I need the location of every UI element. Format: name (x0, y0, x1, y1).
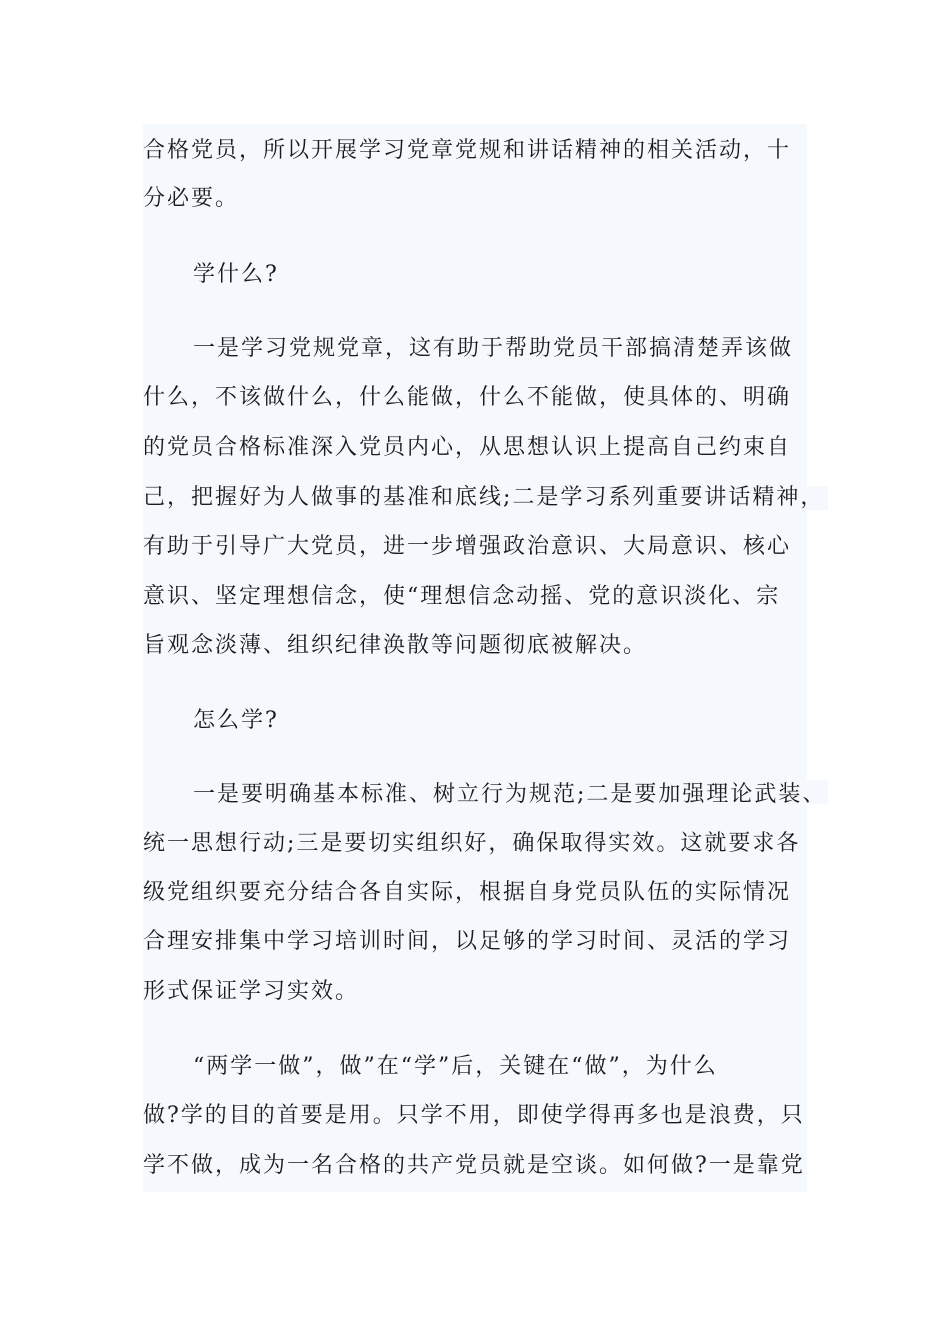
text-line: 分必要。 (143, 186, 240, 211)
text-line: 做?学的目的首要是用。只学不用，即使学得再多也是浪费，只 (143, 1103, 805, 1128)
document-body (143, 124, 827, 1192)
text-line: 有助于引导广大党员，进一步增强政治意识、大局意识、核心 (143, 534, 792, 559)
text-line: 统一思想行动;三是要切实组织好，确保取得实效。这就要求各 (143, 831, 801, 856)
text-line: 意识、坚定理想信念，使“理想信念动摇、党的意识淡化、宗 (143, 584, 781, 609)
text-line: 一是学习党规党章，这有助于帮助党员干部搞清楚弄该做 (193, 336, 794, 361)
text-line: 级党组织要充分结合各自实际，根据自身党员队伍的实际情况 (143, 880, 792, 905)
section-heading: 怎么学? (193, 708, 279, 733)
text-line: 旨观念淡薄、组织纪律涣散等问题彻底被解决。 (143, 633, 648, 658)
section-heading: 学什么? (193, 262, 279, 287)
text-line: 形式保证学习实效。 (143, 979, 360, 1004)
text-line: 的党员合格标准深入党员内心，从思想认识上提高自己约束自 (143, 435, 792, 460)
text-line: 合理安排集中学习培训时间，以足够的学习时间、灵活的学习 (143, 929, 792, 954)
text-line: 学不做，成为一名合格的共产党员就是空谈。如何做?一是靠党 (143, 1153, 805, 1178)
text-line: 己，把握好为人做事的基准和底线;二是学习系列重要讲话精神， (143, 485, 825, 510)
text-line: 什么，不该做什么，什么能做，什么不能做，使具体的、明确 (143, 385, 792, 410)
text-line: “两学一做”，做”在“学”后，关键在“做”，为什么 (193, 1054, 718, 1079)
text-line: 一是要明确基本标准、树立行为规范;二是要加强理论武装、 (193, 782, 827, 807)
text-line: 合格党员，所以开展学习党章党规和讲话精神的相关活动，十 (143, 138, 792, 163)
